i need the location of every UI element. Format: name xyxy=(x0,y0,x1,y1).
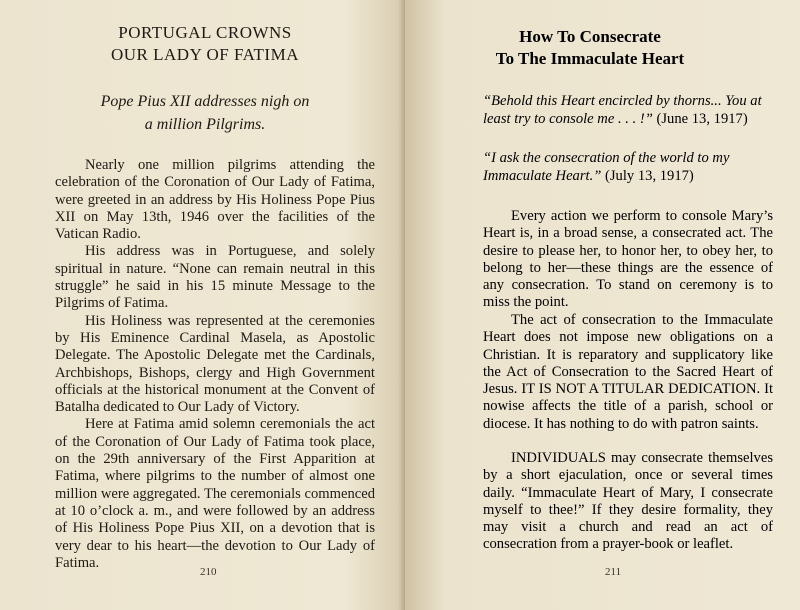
right-paragraph-2-text: The act of consecration to the Immaculate Heart does not impose new obligations on a Christian. It is reparatory and supplicatory like the Act of Consecration to the Sacred Heart of Jesus. IT IS NOT A TITULAR DEDICATION. It nowise affects the title of a parish, school or diocese. It has nothing to do with patron saints. xyxy=(483,312,773,432)
right-title-line1: How To Consecrate xyxy=(519,27,661,46)
right-paragraph-2 xyxy=(483,312,773,433)
right-title-line2: To The Immaculate Heart xyxy=(495,49,685,68)
left-page-number: 210 xyxy=(200,566,217,578)
quote-june-date: (June 13, 1917) xyxy=(656,110,748,127)
left-subtitle-line1: Pope Pius XII addresses nigh on xyxy=(100,93,310,110)
left-title-line2: OUR LADY OF FATIMA xyxy=(111,45,299,64)
left-paragraph: His address was in Portuguese, and solely spiritual in nature. “None can remain neutral in this struggle” he said in his 15 minute Message to the Pilgrims of Fatima. xyxy=(55,243,375,312)
left-paragraph: Nearly one million pilgrims attending the celebration of the Coronation of Our Lady of Fatima, were greeted in an address by His Holiness Pope Pius XII on May 13th, 1946 over the facilities of the Vatican Radio. xyxy=(55,157,375,243)
quote-july xyxy=(483,150,773,185)
left-title-line1: PORTUGAL CROWNS xyxy=(118,23,292,42)
quote-june-text: “Behold this Heart encircled by thorns... You at least try to console me . . . !” xyxy=(483,93,762,127)
left-subtitle-line2: a million Pilgrims. xyxy=(144,116,266,133)
right-page-number: 211 xyxy=(605,566,622,578)
left-body xyxy=(55,157,375,572)
right-paragraph-3 xyxy=(483,450,773,554)
quote-july-text: “I ask the consecration of the world to my Immaculate Heart.” xyxy=(483,150,730,184)
right-paragraph-3-text: INDIVIDUALS may consecrate themselves by a short ejaculation, once or several times daily. “Immaculate Heart of Mary, I consecrate myself to thee!” If they desire formality, they may visit a church and read an act of consecration from a prayer-book or leaflet. xyxy=(483,450,773,553)
quote-july-date: (July 13, 1917) xyxy=(605,167,694,184)
left-paragraph: His Holiness was represented at the ceremonies by His Eminence Cardinal Masela, as Apostolic Delegate. The Apostolic Delegate met the Cardinals, Archbishops, Bishops, clergy and High Government officials at the historical monument at the Convent of Batalha dedicated to Our Lady of Victory. xyxy=(55,312,375,416)
right-paragraph-1 xyxy=(483,208,773,312)
right-paragraph-1-text: Every action we perform to console Mary’s Heart is, in a broad sense, a consecrated act. The desire to please her, to honor her, to obey her, to belong to her—these things are the essence of any consecration. To stand on ceremony is to miss the point. xyxy=(483,208,773,311)
left-paragraph: Here at Fatima amid solemn ceremonials the act of the Coronation of Our Lady of Fatima took place, on the 29th anniversary of the First Apparition at Fatima, where pilgrims to the number of almost one million were aggregated. The ceremonials commenced at 10 o’clock a. m., and were followed by an address of His Holiness Pope Pius XII, on a devotion that is very dear to his heart—the devotion to Our Lady of Fatima. xyxy=(55,416,375,571)
quote-june xyxy=(483,93,773,128)
